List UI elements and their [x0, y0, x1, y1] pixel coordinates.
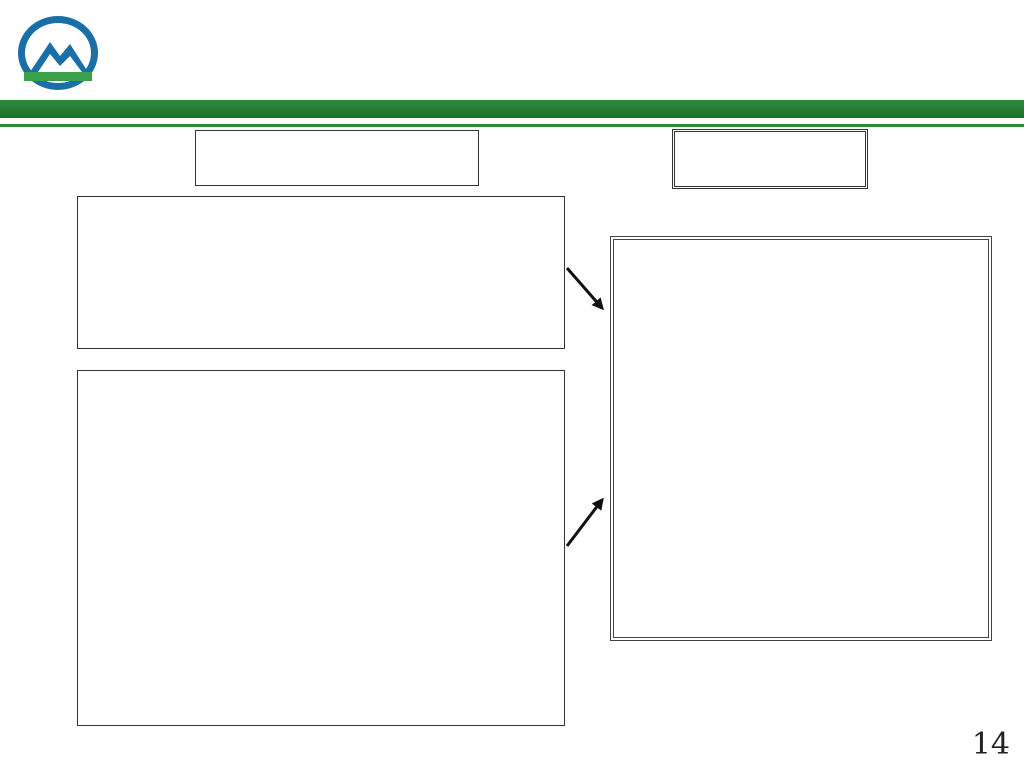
page-number: 14: [971, 727, 1010, 762]
arrow-top: [567, 268, 602, 308]
arrow-bottom: [567, 500, 602, 546]
